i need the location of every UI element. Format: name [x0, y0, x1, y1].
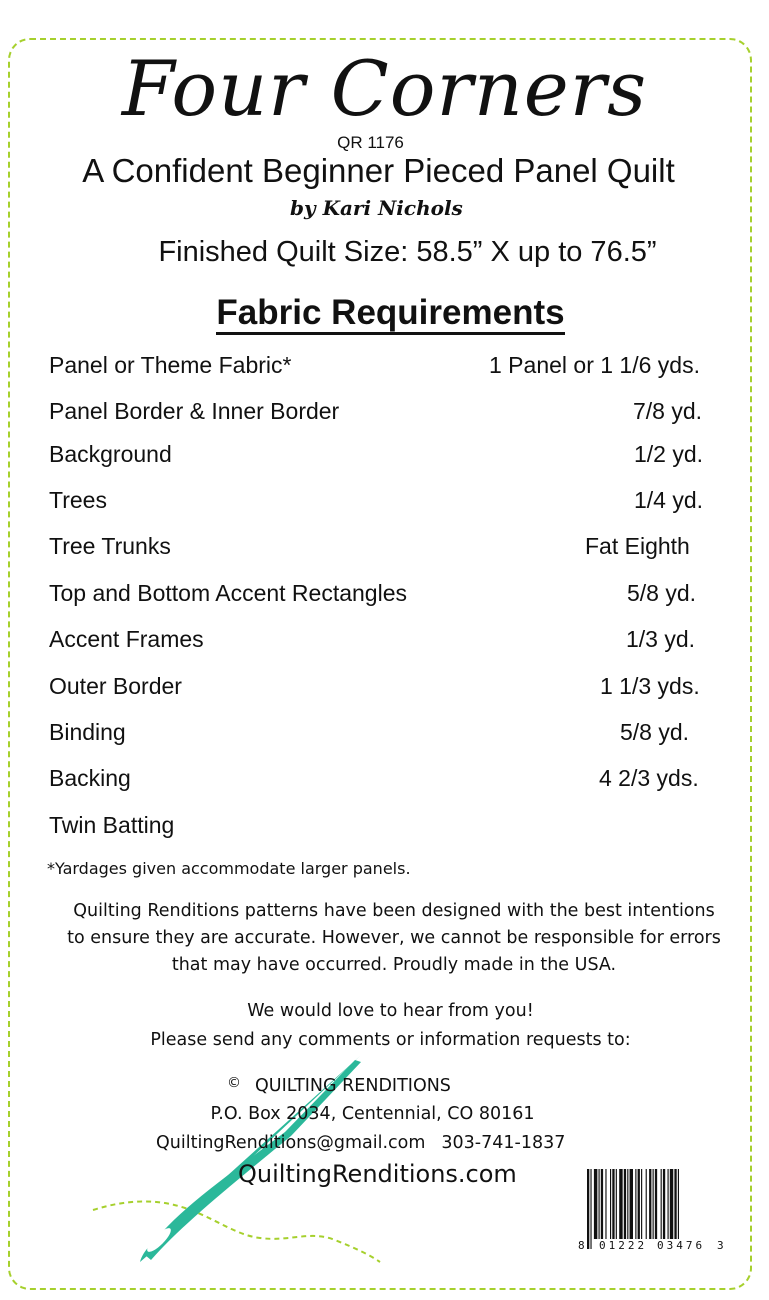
- barcode-bar: [674, 1169, 676, 1239]
- fabric-name: Panel Border & Inner Border: [49, 398, 340, 424]
- barcode-bar: [587, 1169, 589, 1249]
- fabric-amount: 1/4 yd.: [634, 487, 704, 513]
- requirement-row: [0, 719, 769, 751]
- barcode-bar: [612, 1169, 614, 1239]
- barcode-bar: [668, 1169, 669, 1239]
- disclaimer-line: that may have occurred. Proudly made in the USA.: [171, 955, 617, 975]
- website: QuiltingRenditions.com: [238, 1160, 517, 1188]
- barcode-bar: [610, 1169, 611, 1239]
- company-name: QUILTING RENDITIONS: [255, 1076, 451, 1096]
- fabric-amount: 5/8 yd.: [620, 719, 690, 745]
- requirement-row: [0, 352, 769, 384]
- fabric-amount: 1/3 yd.: [626, 626, 696, 652]
- fabric-name: Twin Batting: [49, 812, 175, 838]
- barcode-bar: [594, 1169, 597, 1239]
- barcode-bar: [670, 1169, 673, 1239]
- copyright-icon: ©: [227, 1075, 241, 1091]
- fabric-name: Backing: [49, 765, 131, 791]
- pattern-title: Four Corners: [121, 44, 648, 133]
- requirement-row: [0, 533, 769, 565]
- fabric-name: Background: [49, 441, 172, 467]
- designer-byline: by Kari Nichols: [290, 196, 463, 220]
- barcode-bar: [630, 1169, 633, 1239]
- requirement-row: [0, 441, 769, 473]
- requirement-row: [0, 398, 769, 430]
- barcode-bar: [678, 1169, 679, 1249]
- po-box: P.O. Box 2034, Centennial, CO 80161: [210, 1104, 535, 1124]
- fabric-name: Tree Trunks: [49, 533, 171, 559]
- barcode-bar: [638, 1169, 640, 1239]
- requirements-heading: Fabric Requirements: [0, 293, 769, 333]
- fabric-amount: 1 1/3 yds.: [600, 673, 700, 699]
- contact-intro-line: We would love to hear from you!: [247, 1001, 534, 1021]
- requirement-row: [0, 812, 769, 844]
- barcode-bar: [646, 1169, 647, 1239]
- requirement-row: [0, 673, 769, 705]
- barcode-bar: [653, 1169, 654, 1239]
- requirement-row: [0, 765, 769, 797]
- phone-number: 303-741-1837: [441, 1133, 566, 1153]
- barcode-bar: [616, 1169, 617, 1239]
- fabric-name: Trees: [49, 487, 107, 513]
- barcode-bar: [661, 1169, 662, 1239]
- fabric-amount: 1/2 yd.: [634, 441, 704, 467]
- fabric-amount: 7/8 yd.: [633, 398, 703, 424]
- fabric-amount: 5/8 yd.: [627, 580, 697, 606]
- fabric-amount: Fat Eighth: [585, 533, 690, 559]
- yardage-footnote: *Yardages given accommodate larger panels.: [47, 859, 411, 878]
- barcode-digits-right: 03476: [657, 1239, 706, 1252]
- requirement-row: [0, 487, 769, 519]
- barcode-bar: [641, 1169, 642, 1239]
- fabric-name: Panel or Theme Fabric*: [49, 352, 292, 378]
- contact-line: [156, 1133, 565, 1153]
- barcode-digit-first: 8: [578, 1239, 585, 1252]
- contact-intro: [0, 997, 769, 1055]
- barcode-bar: [601, 1169, 603, 1239]
- fabric-amount: 4 2/3 yds.: [599, 765, 699, 791]
- requirement-row: [0, 626, 769, 658]
- barcode-bar: [655, 1169, 657, 1239]
- disclaimer-line: to ensure they are accurate. However, we cannot be responsible for errors: [67, 928, 721, 948]
- barcode-bar: [624, 1169, 626, 1239]
- fabric-amount: 1 Panel or 1 1/6 yds.: [489, 352, 700, 378]
- fabric-name: Top and Bottom Accent Rectangles: [49, 580, 407, 606]
- barcode-bar: [663, 1169, 665, 1239]
- pattern-subtitle: A Confident Beginner Pieced Panel Quilt: [82, 152, 675, 189]
- barcode-bar: [599, 1169, 600, 1239]
- disclaimer: [32, 898, 756, 979]
- barcode-bar: [619, 1169, 622, 1239]
- barcode-bar: [649, 1169, 651, 1239]
- barcode-digit-last: 3: [717, 1239, 724, 1252]
- fabric-name: Binding: [49, 719, 126, 745]
- email-address: QuiltingRenditions@gmail.com: [156, 1133, 426, 1153]
- finished-size: Finished Quilt Size: 58.5” X up to 76.5”: [158, 236, 657, 268]
- barcode-bar: [605, 1169, 606, 1239]
- requirement-row: [0, 580, 769, 612]
- barcode-bar: [635, 1169, 636, 1249]
- barcode-bar: [627, 1169, 628, 1239]
- barcode-digits-left: 01222: [599, 1239, 648, 1252]
- disclaimer-line: Quilting Renditions patterns have been designed with the best intentions: [73, 901, 715, 921]
- fabric-name: Accent Frames: [49, 626, 204, 652]
- pattern-code: QR 1176: [337, 133, 404, 152]
- fabric-name: Outer Border: [49, 673, 182, 699]
- barcode-bar: [590, 1169, 591, 1249]
- company-line: [227, 1076, 451, 1096]
- contact-intro-line: Please send any comments or information requests to:: [150, 1030, 631, 1050]
